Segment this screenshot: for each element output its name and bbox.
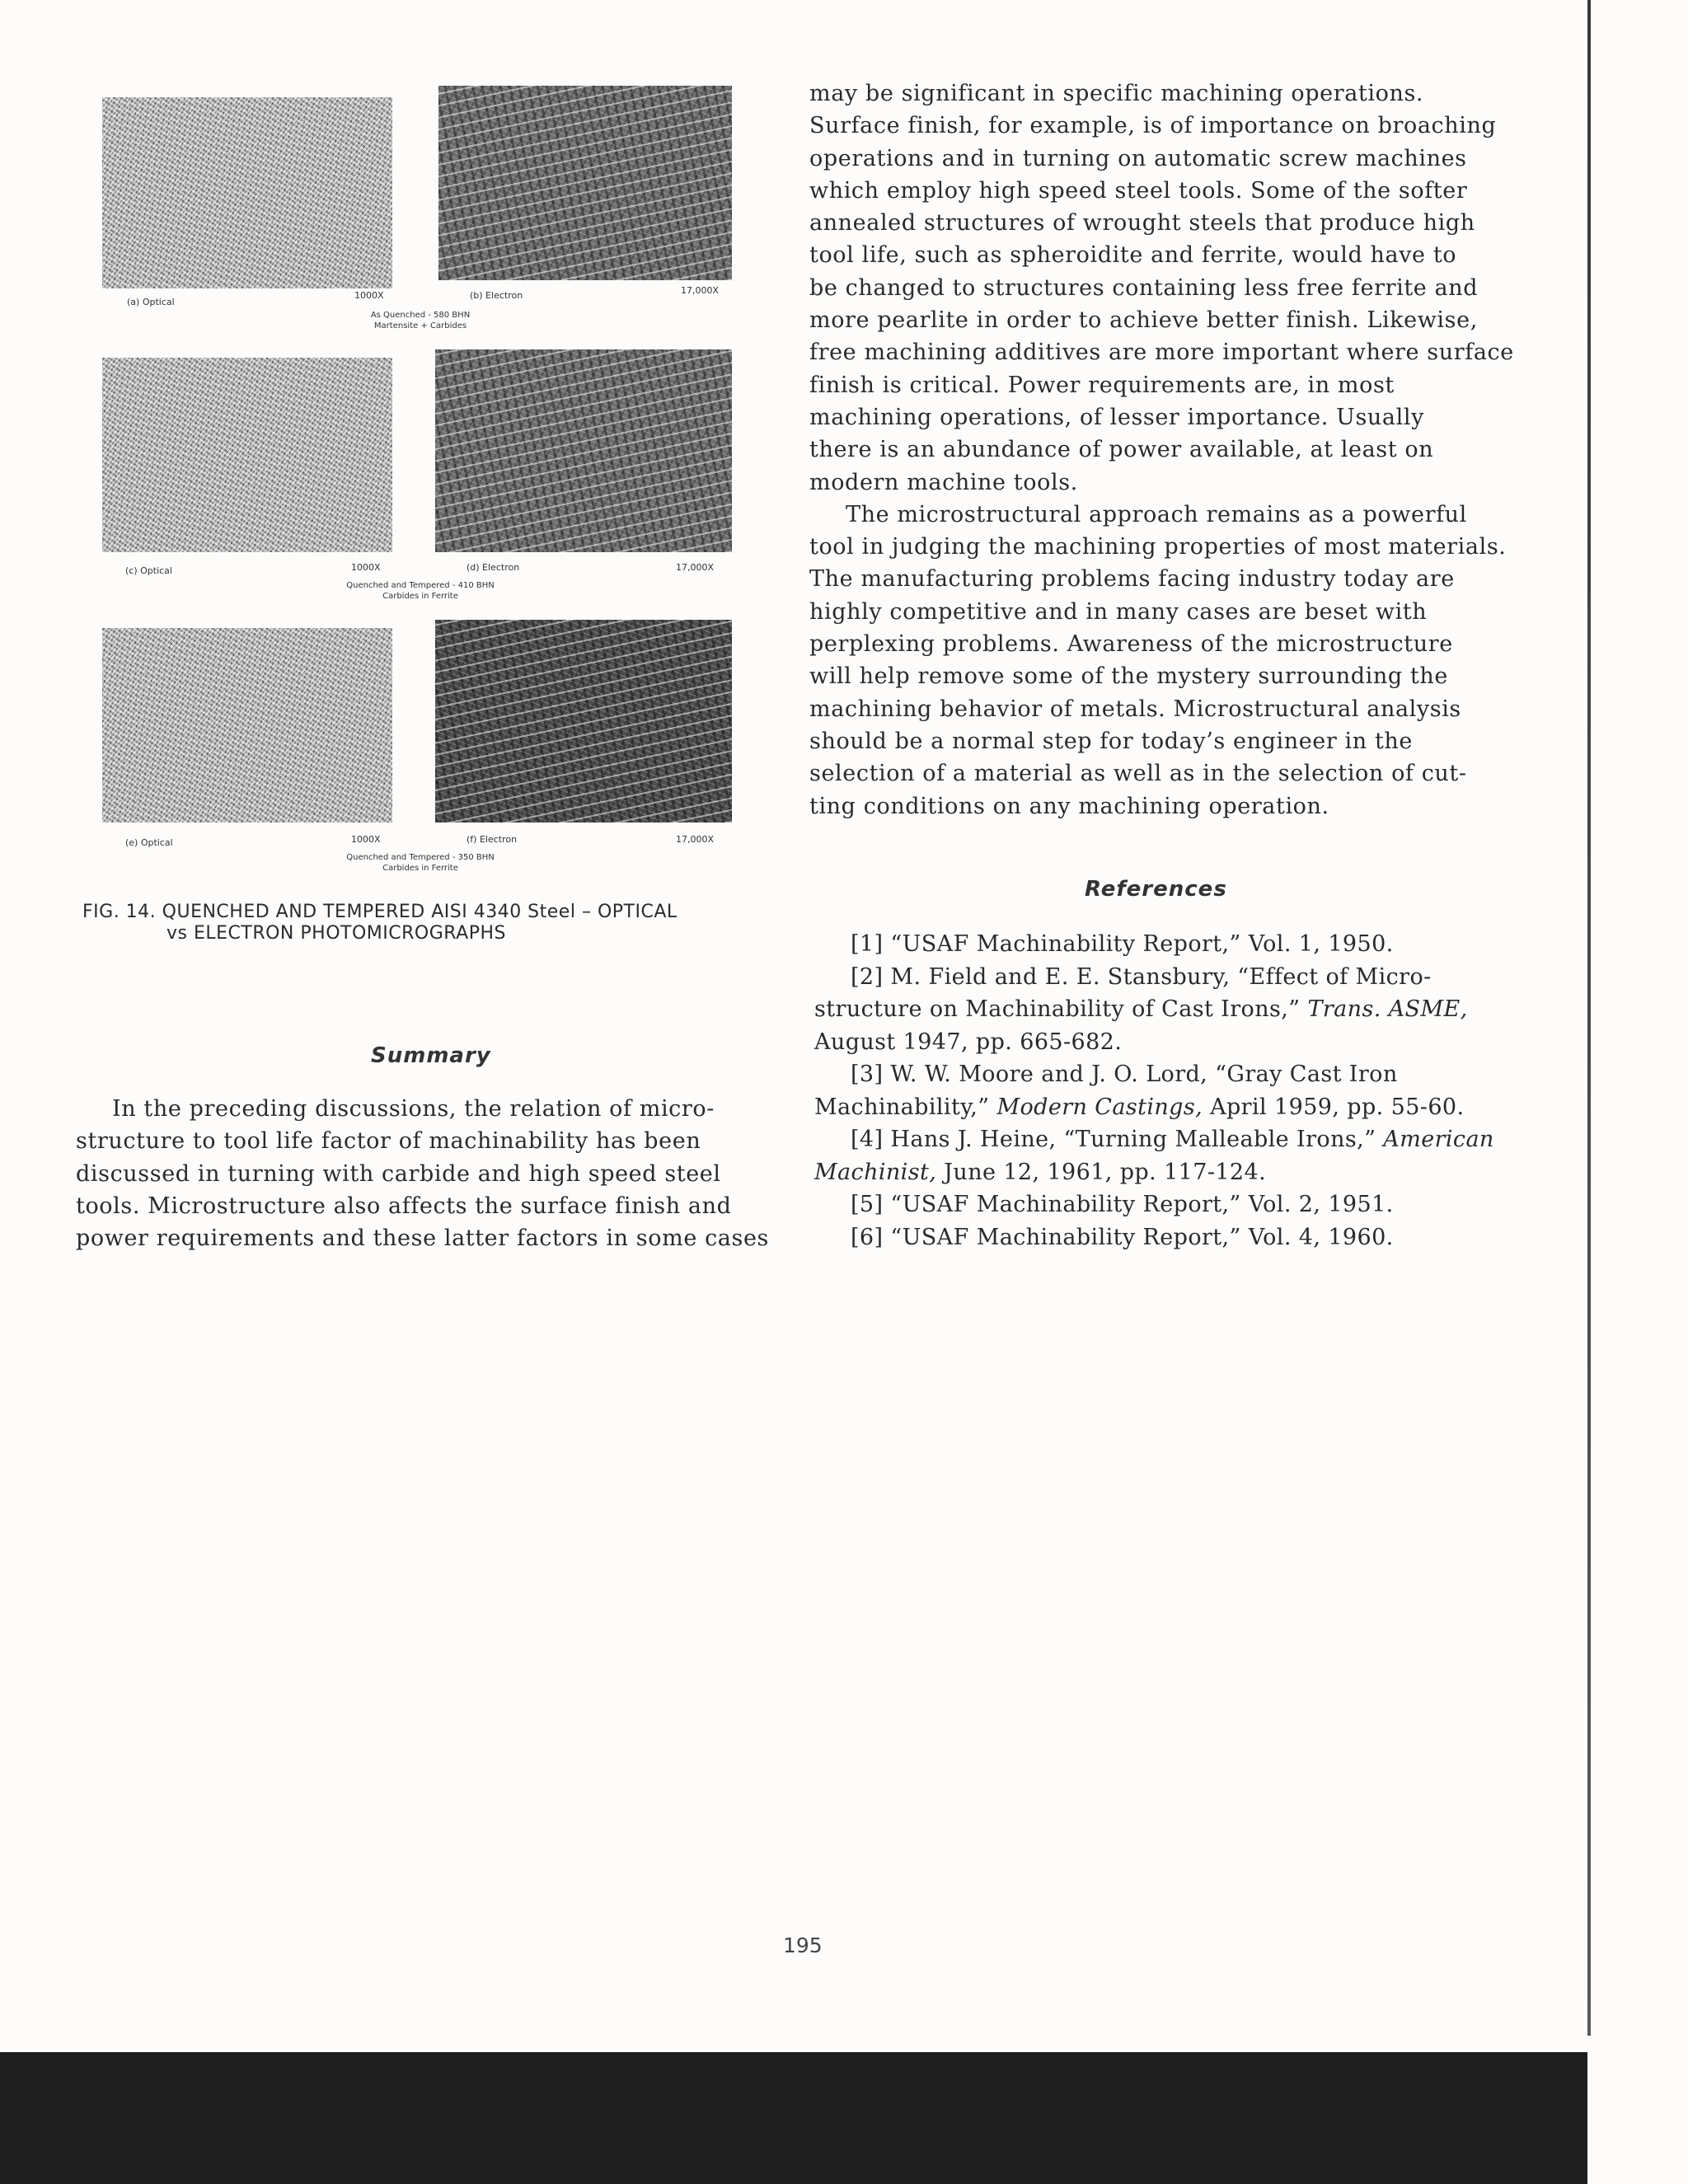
- references-list: [814, 928, 1540, 1254]
- body-line: finish is critical. Power requirements are, in most: [809, 372, 1395, 398]
- label-e: (e) Optical: [125, 837, 173, 848]
- body-line: The manufacturing problems facing industry today are: [809, 566, 1455, 593]
- body-line: perplexing problems. Awareness of the microstructure: [809, 631, 1453, 658]
- photomicrograph-f-electron: [435, 620, 732, 823]
- mag-e: 1000X: [351, 834, 381, 845]
- figure-caption-line-2: vs ELECTRON PHOTOMICROGRAPHS: [166, 923, 506, 944]
- body-line: modern machine tools.: [809, 469, 1078, 495]
- reference-5: [5] “USAF Machinability Report,” Vol. 2, 1951.: [851, 1192, 1394, 1217]
- reference-2-journal: Trans. ASME,: [1307, 996, 1468, 1022]
- reference-3-text: Machinability,”: [814, 1094, 997, 1120]
- figure-caption: [82, 902, 767, 944]
- body-line: be changed to structures containing less free ferrite and: [809, 274, 1479, 301]
- reference-2-line-1: [2] M. Field and E. E. Stansbury, “Effect of Micro-: [851, 963, 1432, 990]
- body-line: operations and in turning on automatic screw machines: [809, 145, 1467, 171]
- mag-d: 17,000X: [676, 562, 715, 573]
- mag-b: 17,000X: [681, 285, 720, 296]
- label-a: (a) Optical: [127, 297, 175, 307]
- mag-f: 17,000X: [676, 834, 715, 845]
- summary-line: In the preceding discussions, the relation of micro-: [112, 1096, 715, 1122]
- reference-4-journal-b: Machinist,: [814, 1159, 937, 1185]
- summary-heading: Summary: [371, 1043, 491, 1068]
- reference-3-date: April 1959, pp. 55-60.: [1203, 1094, 1465, 1120]
- row3-condition-text: Quenched and Tempered - 350 BHN: [346, 853, 495, 862]
- scan-bottom-band: [0, 2052, 1688, 2184]
- row2-condition: [313, 580, 528, 602]
- reference-3-line-2: [814, 1091, 1540, 1124]
- reference-4-journal-a: American: [1383, 1127, 1494, 1152]
- photomicrograph-e-optical: [102, 628, 392, 823]
- reference-6: [6] “USAF Machinability Report,” Vol. 4, 1960.: [851, 1224, 1394, 1250]
- page-number: 195: [783, 1933, 823, 1957]
- body-line: machining operations, of lesser importance. Usually: [809, 404, 1424, 430]
- body-line: annealed structures of wrought steels that produce high: [809, 210, 1475, 237]
- row2-condition-text: Quenched and Tempered - 410 BHN: [346, 581, 495, 590]
- body-line: more pearlite in order to achieve better finish. Likewise,: [809, 307, 1478, 334]
- reference-4-date: June 12, 1961, pp. 117-124.: [936, 1159, 1267, 1185]
- row2-structure-text: Carbides in Ferrite: [382, 592, 458, 601]
- row3-condition: [313, 852, 528, 874]
- body-line: should be a normal step for today’s engineer in the: [809, 728, 1413, 754]
- row1-structure-text: Martensite + Carbides: [373, 321, 467, 330]
- body-line: there is an abundance of power available, at least on: [809, 437, 1434, 463]
- body-line: may be significant in specific machining operations.: [809, 81, 1424, 106]
- body-line: Surface finish, for example, is of importance on broaching: [809, 113, 1497, 139]
- mag-a: 1000X: [354, 290, 384, 301]
- summary-line: power requirements and these latter factors in some cases: [76, 1226, 769, 1252]
- label-c: (c) Optical: [125, 565, 172, 576]
- label-f: (f) Electron: [467, 834, 518, 845]
- body-line: selection of a material as well as in the selection of cut-: [809, 761, 1467, 787]
- photomicrograph-a-optical: [102, 97, 392, 288]
- photomicrograph-b-electron: [438, 86, 732, 280]
- body-line: free machining additives are more important where surface: [809, 340, 1514, 366]
- body-line: which employ high speed steel tools. Some of the softer: [809, 177, 1468, 204]
- body-line: machining behavior of metals. Microstructural analysis: [809, 696, 1461, 722]
- row1-condition: [313, 310, 528, 331]
- body-line: The microstructural approach remains as a powerful: [846, 501, 1467, 527]
- photomicrograph-c-optical: [102, 358, 392, 552]
- label-b: (b) Electron: [470, 290, 523, 301]
- reference-4-text: [4] Hans J. Heine, “Turning Malleable Irons,”: [851, 1127, 1384, 1152]
- body-line: tool life, such as spheroidite and ferrite, would have to: [809, 242, 1457, 269]
- photomicrograph-d-electron: [435, 349, 732, 552]
- scan-bottom-margin: [1587, 2036, 1688, 2184]
- reference-2-line-3: August 1947, pp. 665-682.: [814, 1029, 1123, 1055]
- label-d: (d) Electron: [467, 562, 520, 573]
- row1-condition-text: As Quenched - 580 BHN: [370, 311, 471, 320]
- summary-line: tools. Microstructure also affects the surface finish and: [76, 1193, 732, 1219]
- body-line: highly competitive and in many cases are beset with: [809, 598, 1428, 625]
- scan-edge-line: [1587, 0, 1591, 2044]
- body-line: tool in judging the machining properties of most materials.: [809, 534, 1507, 560]
- reference-1: [1] “USAF Machinability Report,” Vol. 1, 1950.: [851, 931, 1394, 957]
- summary-line: structure to tool life factor of machinability has been: [76, 1128, 701, 1155]
- mag-c: 1000X: [351, 562, 381, 573]
- reference-2-text: structure on Machinability of Cast Irons,”: [814, 996, 1308, 1022]
- reference-4-line-1: [814, 1123, 1540, 1156]
- reference-3-line-1: [3] W. W. Moore and J. O. Lord, “Gray Cast Iron: [851, 1062, 1398, 1087]
- body-line: ting conditions on any machining operation.: [809, 793, 1329, 819]
- figure-caption-line-1: FIG. 14. QUENCHED AND TEMPERED AISI 4340 Steel – OPTICAL: [82, 902, 678, 922]
- reference-3-journal: Modern Castings,: [996, 1094, 1203, 1120]
- right-column-text: [809, 77, 1535, 823]
- row3-structure-text: Carbides in Ferrite: [382, 864, 458, 873]
- summary-paragraph: [76, 1093, 776, 1254]
- summary-line: discussed in turning with carbide and high speed steel: [76, 1160, 721, 1187]
- reference-4-line-2: [814, 1156, 1540, 1189]
- references-heading: References: [1085, 877, 1227, 902]
- reference-2-line-2: [814, 993, 1540, 1026]
- body-line: will help remove some of the mystery surrounding the: [809, 663, 1448, 690]
